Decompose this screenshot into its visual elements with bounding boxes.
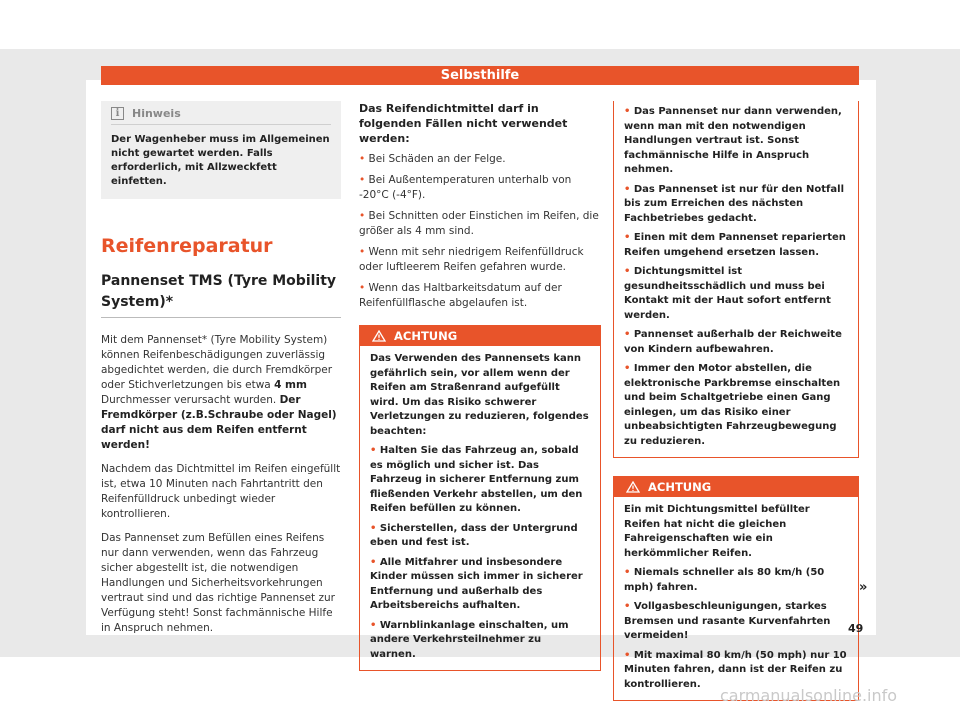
warning-title: ACHTUNG [394, 329, 458, 343]
bullet-dot-icon: • [624, 649, 634, 661]
hint-text: Der Wagenheber muss im Allgemeinen nicht gewartet werden. Falls erforderlich, mit Allzweckfett einfetten. [111, 134, 330, 187]
bullet-dot-icon: • [624, 601, 634, 612]
warning-list-item: • Sicherstellen, dass der Untergrund eben und fest ist. [370, 522, 578, 548]
bullet-dot-icon: • [359, 246, 369, 258]
warning-list-item: • Das Pannenset ist nur für den Notfall bis zum Erreichen des nächsten Fachbetriebes gedacht. [624, 183, 844, 224]
paragraph-check: Nachdem das Dichtmittel im Reifen eingefüllt ist, etwa 10 Minuten nach Fahrtantritt den Reifenfülldruck unbedingt wieder kontrollieren. [101, 463, 341, 520]
bullet-dot-icon: • [624, 266, 634, 277]
warning-list-item: • Das Pannenset nur dann verwenden, wenn man mit den notwendigen Handlungen vertraut ist. Sonst fachmännische Hilfe in Anspruch nehmen. [624, 106, 842, 175]
warning-list-item: • Alle Mitfahrer und insbesondere Kinder müssen sich immer in sicherer Entfernung und außerhalb des Arbeitsbereichs aufhalten. [370, 556, 583, 611]
warning-list-item: • Mit maximal 80 km/h (50 mph) nur 10 Minuten fahren, dann ist der Reifen zu kontrollieren. [624, 649, 847, 690]
bullet-dot-icon: • [359, 282, 369, 294]
list-item: • Bei Schnitten oder Einstichen im Reifen, die größer als 4 mm sind. [359, 210, 599, 237]
warning-list-item: • Pannenset außerhalb der Reichweite von Kindern aufbewahren. [624, 329, 842, 355]
watermark: carmanualsonline.info [720, 686, 898, 705]
column-middle [359, 101, 601, 671]
list-item: • Bei Schäden an der Felge. [359, 153, 506, 165]
warning-list-item: • Niemals schneller als 80 km/h (50 mph) fahren. [624, 567, 825, 593]
warning-list-item: • Vollgasbeschleunigungen, starkes Bremsen und rasante Kurvenfahrten vermeiden! [624, 601, 831, 641]
warning-triangle-icon [626, 481, 640, 493]
page-number: 49 [848, 622, 864, 635]
column-left [101, 101, 341, 636]
bullet-dot-icon: • [624, 567, 634, 578]
warning-intro: Ein mit Dichtungsmittel befüllter Reifen hat nicht die gleichen Fahreigenschaften wie ein herkömmlicher Reifen. [624, 504, 810, 559]
list-item: • Wenn mit sehr niedrigem Reifenfülldruck oder luftleerem Reifen gefahren wurde. [359, 246, 584, 273]
bullet-dot-icon: • [624, 363, 634, 374]
section-header: Selbsthilfe [101, 66, 859, 85]
warning-list-item: • Warnblinkanlage einschalten, um andere Verkehrsteilnehmer zu warnen. [370, 619, 569, 660]
section-heading: Reifenreparatur [101, 235, 273, 257]
warning-box [359, 325, 601, 671]
warning-intro: Das Verwenden des Pannensets kann gefährlich sein, vor allem wenn der Reifen am Straßenrand aufgefüllt wird. Um das Risiko schwerer Verletzungen zu reduzieren, folgendes beachten: [370, 353, 589, 437]
bullet-dot-icon: • [359, 153, 369, 165]
bullet-dot-icon: • [624, 106, 634, 117]
list-item: • Bei Außentemperaturen unterhalb von -20°C (-4°F). [359, 174, 572, 201]
warning-list-item: • Immer den Motor abstellen, die elektronische Parkbremse einschalten und beim Schaltgetriebe einen Gang einlegen, um das Risiko einer unbeabsichtigten Fahrzeugbewegung zu reduzieren. [624, 363, 841, 447]
restrictions-heading: Das Reifendichtmittel darf in folgenden Fällen nicht verwendet werden: [359, 102, 568, 145]
list-item: • Wenn das Haltbarkeitsdatum auf der Reifenfüllflasche abgelaufen ist. [359, 282, 562, 309]
bullet-dot-icon: • [359, 210, 369, 222]
info-icon: i [111, 107, 124, 120]
bullet-dot-icon: • [370, 619, 380, 631]
paragraph-usage: Das Pannenset zum Befüllen eines Reifens nur dann verwenden, wenn das Fahrzeug sicher abgestellt ist, die notwendigen Handlungen und Sicherheitsvorkehrungen vertraut sind und das richtige Pannenset zur Verfügung steht! Sonst fachmännische Hilfe in Anspruch nehmen. [101, 532, 335, 634]
bullet-dot-icon: • [624, 329, 634, 340]
bullet-dot-icon: • [624, 232, 634, 243]
bullet-dot-icon: • [624, 183, 634, 195]
warning-list-item: • Halten Sie das Fahrzeug an, sobald es möglich und sicher ist. Das Fahrzeug in sicherer Entfernung zum fließenden Verkehr abstellen, um den Reifen befüllen zu können. [370, 445, 583, 514]
warning-list-item: • Einen mit dem Pannenset reparierten Reifen umgehend ersetzen lassen. [624, 232, 846, 258]
warning-title: ACHTUNG [648, 480, 712, 494]
hint-box [101, 101, 341, 199]
subsection-heading: Pannenset TMS (Tyre Mobility System)* [101, 271, 341, 318]
hint-title: Hinweis [132, 107, 181, 120]
continue-marker: » [859, 580, 868, 595]
warning-triangle-icon [372, 330, 386, 342]
paragraph-intro: Mit dem Pannenset* (Tyre Mobility System) können Reifenbeschädigungen zuverlässig abgedichtet werden, die durch Fremdkörper oder Stichverletzungen bis etwa 4 mm Durchmesser verursacht wurden. Der Fremdkörper (z.B.Schraube oder Nagel) darf nicht aus dem Reifen entfernt werden! [101, 334, 337, 451]
bullet-dot-icon: • [370, 445, 380, 456]
bullet-dot-icon: • [370, 556, 380, 568]
warning-list-item: • Dichtungsmittel ist gesundheitsschädlich und muss bei Kontakt mit der Haut sofort entfernt werden. [624, 266, 831, 321]
warning-box-2 [613, 476, 859, 701]
bullet-dot-icon: • [359, 174, 369, 186]
column-right [613, 101, 859, 701]
warning-continuation [613, 101, 859, 458]
bullet-dot-icon: • [370, 522, 380, 534]
